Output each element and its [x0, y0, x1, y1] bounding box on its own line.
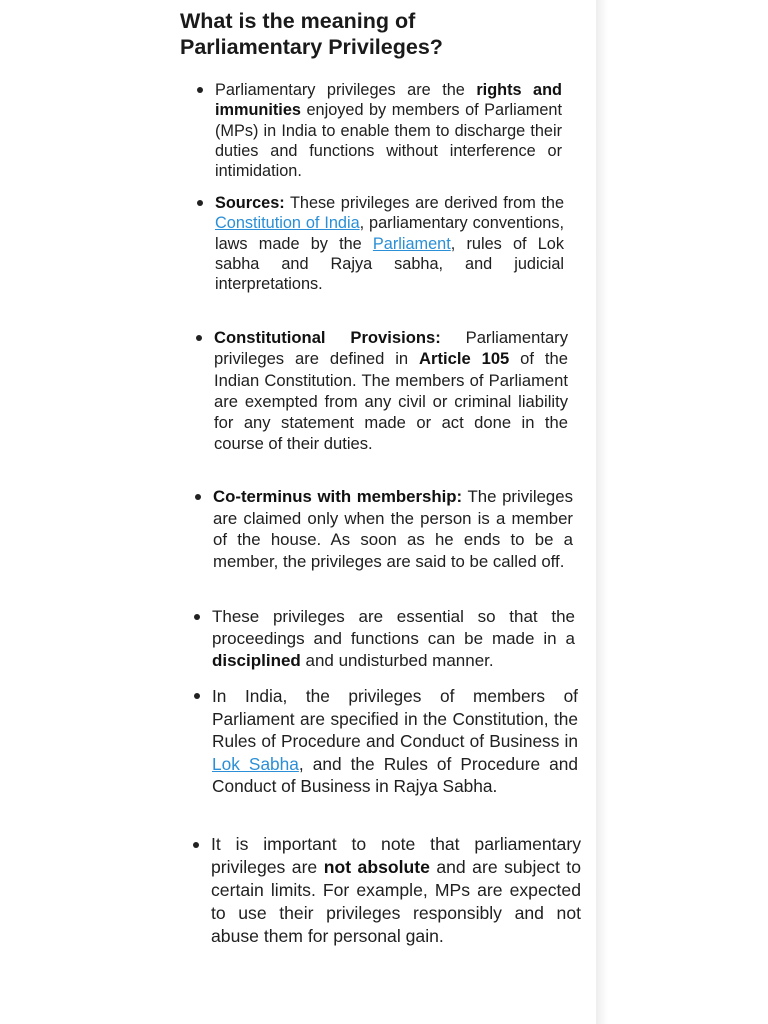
page-title: [180, 8, 580, 60]
body-text: and undisturbed manner.: [300, 651, 494, 670]
body-text: enjoyed by members of Parliament (MPs) in India to enable them to discharge their duties and functions without interference or intimidation.: [215, 101, 562, 181]
body-text: In India, the privileges of members of Parliament are specified in the Constitution, the Rules of Procedure and Conduct of Business in: [212, 686, 578, 752]
bullet-dot: [193, 842, 199, 848]
inline-link[interactable]: Lok Sabha: [212, 753, 299, 774]
bold-text: not absolute: [323, 857, 430, 877]
document-page: [150, 0, 596, 1024]
bold-text: Sources:: [215, 194, 285, 212]
list-item-text: [212, 606, 575, 672]
bullet-dot: [195, 494, 201, 500]
body-text: These privileges are essential so that the proceedings and functions can be made in a: [212, 607, 575, 648]
page-edge-shadow: [596, 0, 608, 1024]
body-text: , rules of Lok sabha and Rajya sabha, and judicial interpretations.: [215, 234, 564, 294]
bullet-dot: [196, 335, 202, 341]
inline-link[interactable]: Constitution of India: [215, 214, 360, 233]
body-text: Parliamentary privileges are defined in: [214, 328, 568, 369]
list-item-text: [215, 80, 562, 181]
title-line-1: What is the meaning of: [180, 9, 416, 33]
list-item-text: [213, 486, 573, 572]
body-text: These privileges are derived from the: [284, 194, 564, 212]
bullet-dot: [194, 693, 200, 699]
body-text: Parliamentary privileges are the: [215, 81, 477, 99]
body-text: , and the Rules of Procedure and Conduct of Business in Rajya Sabha.: [212, 753, 579, 797]
title-line-2: Parliamentary Privileges?: [180, 35, 443, 59]
body-text: The privileges are claimed only when the person is a member of the house. As soon as he ends to be a member, the privileges are said to be called off.: [213, 487, 573, 571]
list-item-text: [211, 833, 581, 948]
bold-text: disciplined: [212, 651, 301, 670]
list-item-text: [212, 685, 578, 798]
bold-text: Article 105: [419, 349, 510, 369]
list-item-text: [215, 193, 564, 294]
body-text: It is important to note that parliamentary privileges are: [211, 834, 581, 877]
inline-link[interactable]: Parliament: [372, 234, 451, 253]
body-text: of the Indian Constitution. The members of Parliament are exempted from any civil or criminal liability for any statement made or act done in the course of their duties.: [214, 349, 568, 454]
bullet-dot: [197, 200, 203, 206]
bold-text: Co-terminus with membership:: [213, 487, 463, 506]
bullet-dot: [194, 614, 200, 620]
body-text: , parliamentary conventions, laws made by the: [215, 214, 564, 253]
bold-text: rights and immunities: [215, 81, 562, 120]
body-text: and are subject to certain limits. For example, MPs are expected to use their privileges responsibly and not abuse them for personal gain.: [211, 857, 581, 946]
bold-text: Constitutional Provisions:: [214, 328, 441, 347]
bullet-dot: [197, 87, 203, 93]
list-item-text: [214, 327, 568, 455]
